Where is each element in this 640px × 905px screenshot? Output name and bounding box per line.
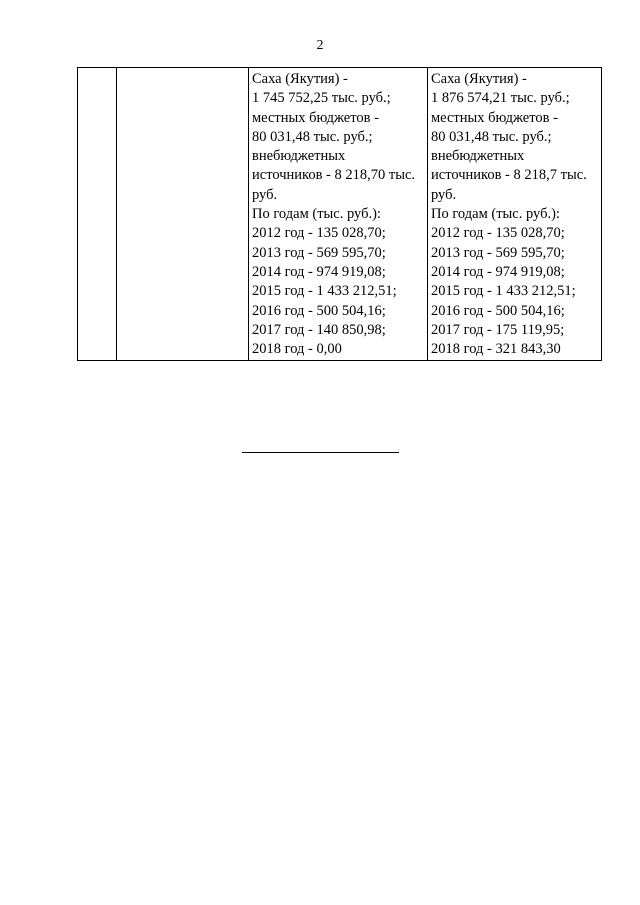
table-cell-name (117, 68, 249, 361)
new-line: 2016 год - 500 504,16; (431, 302, 565, 319)
previous-line: 2016 год - 500 504,16; (252, 302, 386, 319)
new-line: 2014 год - 974 919,08; (431, 263, 565, 280)
new-line: По годам (тыс. руб.): (431, 206, 560, 223)
previous-line: руб. (252, 186, 278, 203)
new-line: 2018 год - 321 843,30 (431, 341, 561, 358)
table-row (78, 68, 602, 361)
new-line: местных бюджетов - (431, 109, 558, 126)
budget-table (77, 67, 602, 361)
previous-line: 2018 год - 0,00 (252, 341, 342, 358)
previous-line: внебюджетных (252, 148, 346, 165)
previous-line: Саха (Якутия) - (252, 71, 348, 87)
cell-number-text (78, 68, 116, 71)
new-line: 2015 год - 1 433 212,51; (431, 283, 576, 300)
new-line: 2013 год - 569 595,70; (431, 244, 565, 261)
previous-line: 2013 год - 569 595,70; (252, 244, 386, 261)
new-edition-text (428, 68, 601, 360)
previous-line: По годам (тыс. руб.): (252, 206, 381, 223)
previous-line: 2015 год - 1 433 212,51; (252, 283, 397, 300)
new-line: 1 876 574,21 тыс. руб.; (431, 90, 570, 107)
cell-name-text (117, 68, 248, 71)
previous-line: источников - 8 218,70 тыс. (252, 167, 416, 184)
previous-line: местных бюджетов - (252, 109, 379, 126)
previous-line: 80 031,48 тыс. руб.; (252, 128, 373, 145)
new-line: руб. (431, 186, 457, 203)
new-line: внебюджетных (431, 148, 525, 165)
footer-divider (242, 452, 399, 453)
table-cell-previous-edition (249, 68, 428, 361)
previous-line: 1 745 752,25 тыс. руб.; (252, 90, 391, 107)
table-cell-new-edition (428, 68, 602, 361)
previous-line: 2012 год - 135 028,70; (252, 225, 386, 242)
table-cell-number (78, 68, 117, 361)
page-number: 2 (316, 38, 324, 53)
new-line: 2012 год - 135 028,70; (431, 225, 565, 242)
previous-line: 2014 год - 974 919,08; (252, 263, 386, 280)
previous-line: 2017 год - 140 850,98; (252, 321, 386, 338)
new-line: 80 031,48 тыс. руб.; (431, 128, 552, 145)
new-line: Саха (Якутия) - (431, 71, 527, 87)
previous-edition-text (249, 68, 427, 360)
new-line: источников - 8 218,7 тыс. (431, 167, 587, 184)
new-line: 2017 год - 175 119,95; (431, 321, 565, 338)
